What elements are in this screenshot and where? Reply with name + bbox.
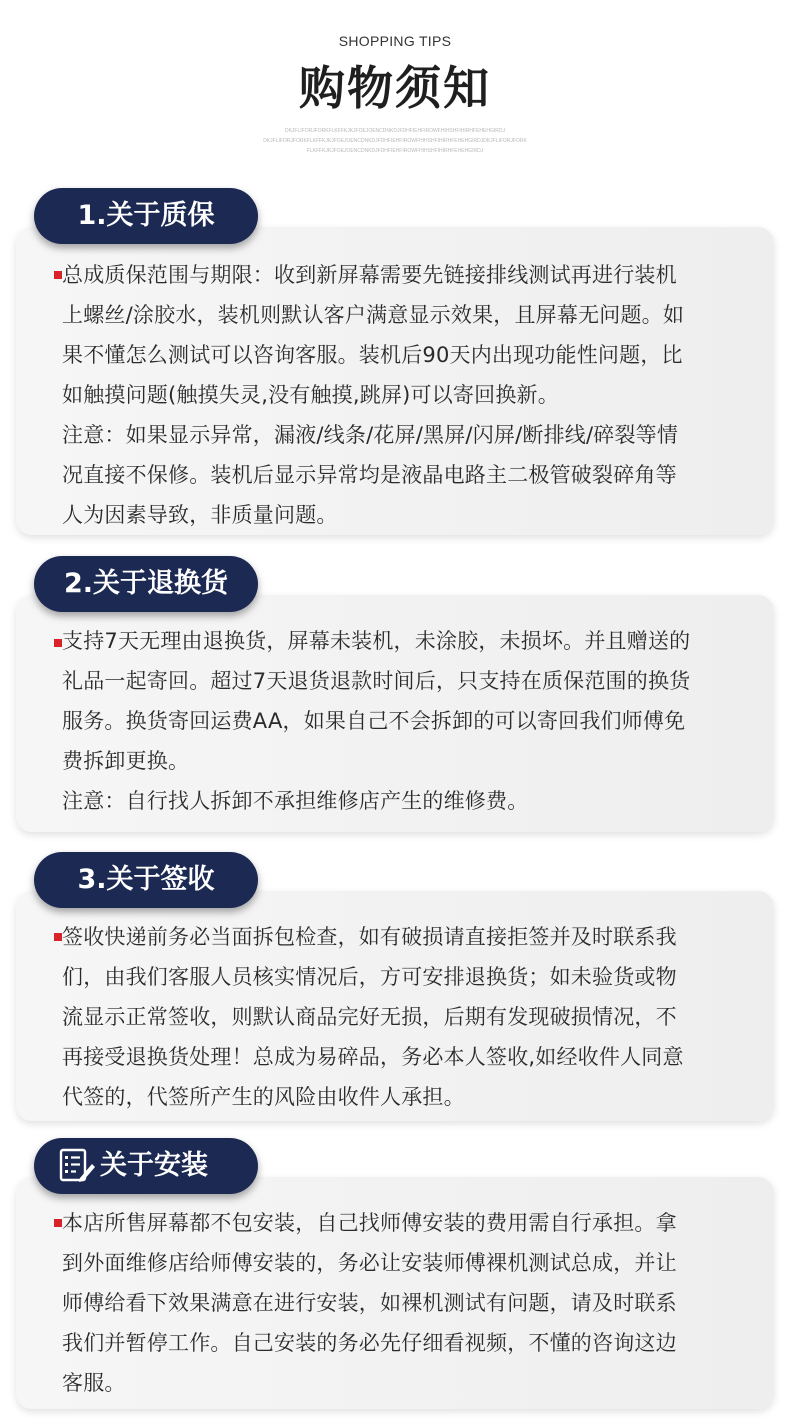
- section-card-returns: [16, 595, 774, 832]
- bullet-icon: [54, 271, 62, 279]
- body-line: 果不懂怎么测试可以咨询客服。装机后90天内出现功能性问题，比: [62, 343, 683, 367]
- body-line: 支持7天无理由退换货，屏幕未装机，未涂胶，未损坏。并且赠送的: [62, 629, 691, 653]
- body-line: 我们并暂停工作。自己安装的务必先仔细看视频，不懂的咨询这边: [62, 1331, 677, 1355]
- body-line: 人为因素导致，非质量问题。: [62, 503, 338, 527]
- section-body-signing: [62, 917, 774, 1117]
- section-title-warranty: 1.关于质保: [34, 188, 258, 244]
- body-line: 费拆卸更换。: [62, 749, 190, 773]
- body-line: 们，由我们客服人员核实情况后，方可安排退换货；如未验货或物: [62, 965, 677, 989]
- section-card-warranty: [16, 227, 774, 535]
- page-subtitle: SHOPPING TIPS: [338, 33, 452, 49]
- body-line: 如触摸问题(触摸失灵,没有触摸,跳屏)可以寄回换新。: [62, 383, 559, 407]
- section-title-signing: 3.关于签收: [34, 852, 258, 908]
- body-line: 礼品一起寄回。超过7天退货退款时间后，只支持在质保范围的换货: [62, 669, 691, 693]
- decorative-fine-text: DKJFLIFORJFORKFLKFFKJKJFOEJOENCDNKDJFDHFIEHFIROWFHIHSHFIHIRHFEHEHGIRDJ: [284, 128, 505, 134]
- body-line: 本店所售屏幕都不包安装，自己找师傅安装的费用需自行承担。拿: [62, 1211, 677, 1235]
- body-line: 再接受退换货处理！总成为易碎品，务必本人签收,如经收件人同意: [62, 1045, 684, 1069]
- section-card-signing: [16, 891, 774, 1121]
- body-line: 到外面维修店给师傅安装的，务必让安装师傅裸机测试总成，并让: [62, 1251, 677, 1275]
- body-line: 服务。换货寄回运费AA，如果自己不会拆卸的可以寄回我们师傅免: [62, 709, 686, 733]
- body-line: 注意：如果显示异常，漏液/线条/花屏/黑屏/闪屏/断排线/碎裂等情: [62, 423, 679, 447]
- page-title: 购物须知: [299, 61, 491, 115]
- body-line: 签收快递前务必当面拆包检查，如有破损请直接拒签并及时联系我: [62, 925, 677, 949]
- section-title-label: 关于安装: [100, 1150, 208, 1181]
- checklist-pencil-icon: [58, 1147, 96, 1185]
- section-body-returns: [62, 621, 774, 821]
- body-line: 客服。: [62, 1371, 126, 1395]
- section-title-returns: 2.关于退换货: [34, 556, 258, 612]
- bullet-icon: [54, 639, 62, 647]
- bullet-icon: [54, 1219, 62, 1227]
- body-line: 流显示正常签收，则默认商品完好无损，后期有发现破损情况，不: [62, 1005, 677, 1029]
- decorative-fine-text: FLKFFKJKJFOEJOENCDNKDJFDHFIEHFIROWFHIHSHFIHIRHFEHEHGIRDJ: [306, 148, 484, 154]
- section-title-installation: [34, 1138, 258, 1194]
- decorative-fine-text: DKJFLIFORJFORKFLKFFKJKJFOEJOENCDNKDJFDHFIEHFIROWFHIHSHFIHIRHFEHEHGIRDJDKJFLIFORJFORK: [263, 138, 527, 144]
- body-line: 况直接不保修。装机后显示异常均是液晶电路主二极管破裂碎角等: [62, 463, 677, 487]
- body-line: 注意：自行找人拆卸不承担维修店产生的维修费。: [62, 789, 529, 813]
- body-line: 师傅给看下效果满意在进行安装，如裸机测试有问题，请及时联系: [62, 1291, 677, 1315]
- body-line: 上螺丝/涂胶水，装机则默认客户满意显示效果，且屏幕无问题。如: [62, 303, 685, 327]
- section-card-installation: [16, 1177, 774, 1409]
- body-line: 代签的，代签所产生的风险由收件人承担。: [62, 1085, 465, 1109]
- body-line: 总成质保范围与期限：收到新屏幕需要先链接排线测试再进行装机: [62, 263, 677, 287]
- bullet-icon: [54, 933, 62, 941]
- section-body-warranty: [62, 255, 774, 535]
- section-body-installation: [62, 1203, 774, 1403]
